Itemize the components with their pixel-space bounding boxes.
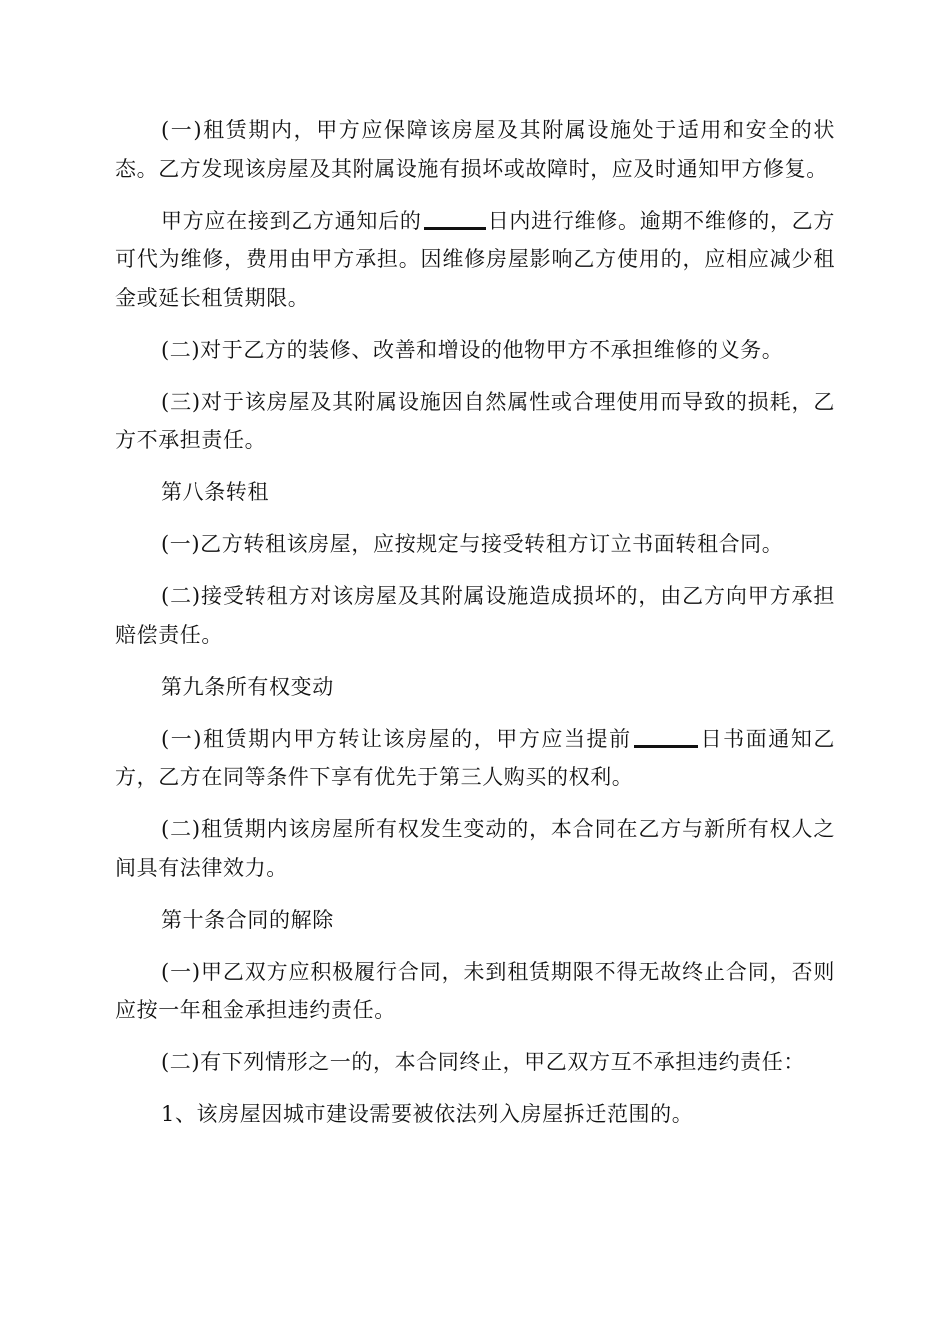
clause-repair-deadline <box>115 202 835 318</box>
article-8-heading: 第八条转租 <box>161 480 269 504</box>
clause-ownership-1-text-b: 日书面通知乙方，乙方在同等条件下享有优先于第三人购买的权利。 <box>115 726 835 789</box>
article-10-heading: 第十条合同的解除 <box>161 907 334 932</box>
clause-ownership-1 <box>115 720 835 797</box>
clause-ownership-2: (二)租赁期内该房屋所有权发生变动的，本合同在乙方与新所有权人之间具有法律效力。 <box>115 817 835 880</box>
clause-maintenance-3: (三)对于该房屋及其附属设施因自然属性或合理使用而导致的损耗，乙方不承担责任。 <box>115 389 835 452</box>
notice-days-blank[interactable] <box>634 725 698 748</box>
article-9-heading: 第九条所有权变动 <box>161 674 334 699</box>
clause-termination-2: (二)有下列情形之一的，本合同终止，甲乙双方互不承担违约责任： <box>161 1050 805 1074</box>
repair-days-blank[interactable] <box>424 207 486 230</box>
clause-termination-1: (一)甲乙双方应积极履行合同，未到租赁期限不得无故终止合同，否则应按一年租金承担违约责任。 <box>115 959 835 1022</box>
termination-case-1: 1、该房屋因城市建设需要被依法列入房屋拆迁范围的。 <box>161 1102 694 1126</box>
clause-repair-deadline-text-b: 日内进行维修。逾期不维修的，乙方可代为维修，费用由甲方承担。因维修房屋影响乙方使用的，应相应减少租金或延长租赁期限。 <box>115 208 835 310</box>
clause-sublease-2: (二)接受转租方对该房屋及其附属设施造成损坏的，由乙方向甲方承担赔偿责任。 <box>115 584 835 647</box>
clause-maintenance-1: (一)租赁期内，甲方应保障该房屋及其附属设施处于适用和安全的状态。乙方发现该房屋及其附属设施有损坏或故障时，应及时通知甲方修复。 <box>115 118 835 181</box>
clause-maintenance-2: (二)对于乙方的装修、改善和增设的他物甲方不承担维修的义务。 <box>161 337 784 362</box>
document-body <box>115 111 835 1147</box>
clause-repair-deadline-text-a: 甲方应在接到乙方通知后的 <box>161 208 422 233</box>
clause-sublease-1: (一)乙方转租该房屋，应按规定与接受转租方订立书面转租合同。 <box>161 532 784 556</box>
clause-ownership-1-text-a: (一)租赁期内甲方转让该房屋的，甲方应当提前 <box>161 726 632 751</box>
